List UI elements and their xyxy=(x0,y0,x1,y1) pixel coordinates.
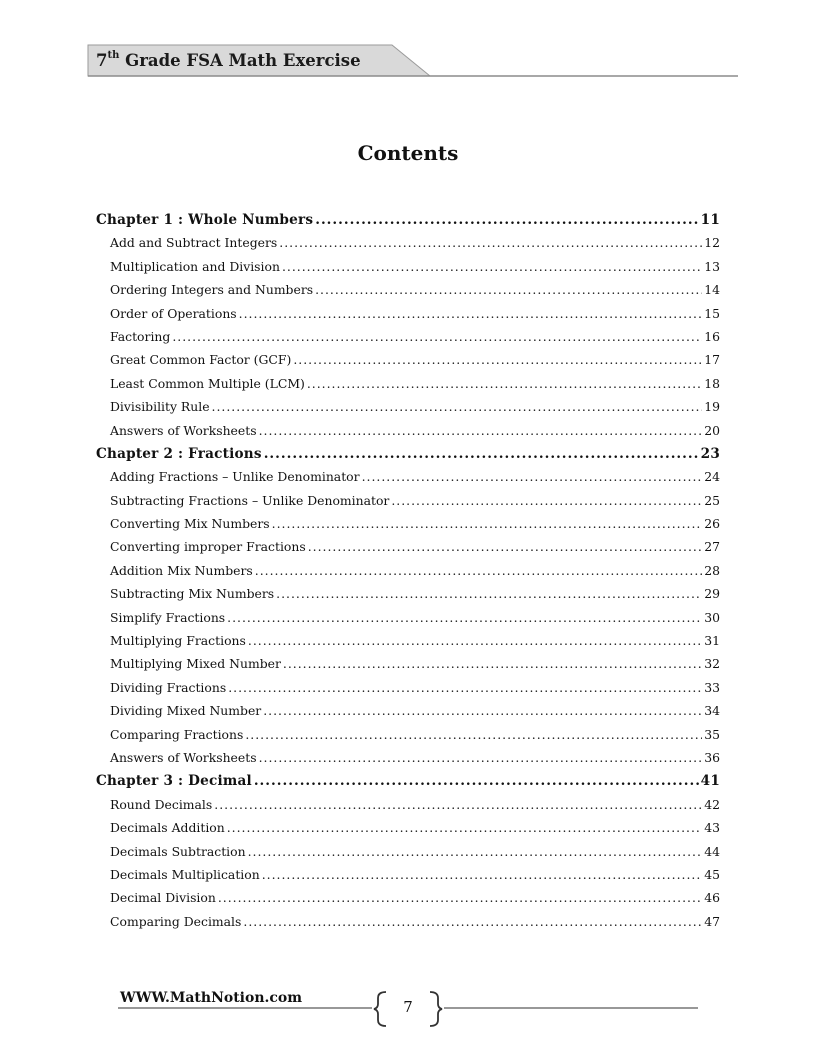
toc-entry-label: Chapter 3 : Decimal xyxy=(96,773,252,790)
toc-entry-label: Converting improper Fractions xyxy=(110,539,306,555)
toc-leader-dots xyxy=(259,423,703,438)
toc-section-entry[interactable] xyxy=(96,750,720,773)
toc-entry-page: 23 xyxy=(700,445,720,462)
toc-leader-dots xyxy=(214,797,702,812)
toc-entry-page: 28 xyxy=(704,562,720,578)
toc-section-entry[interactable] xyxy=(96,376,720,399)
toc-leader-dots xyxy=(212,399,703,414)
toc-section-entry[interactable] xyxy=(96,352,720,375)
toc-entry-label: Answers of Worksheets xyxy=(110,749,257,765)
toc-leader-dots xyxy=(254,773,699,789)
toc-section-entry[interactable] xyxy=(96,259,720,282)
toc-entry-page: 29 xyxy=(704,586,720,602)
toc-leader-dots xyxy=(276,586,702,601)
toc-section-entry[interactable] xyxy=(96,469,720,492)
toc-entry-label: Add and Subtract Integers xyxy=(110,235,278,251)
toc-entry-label: Chapter 1 : Whole Numbers xyxy=(96,212,314,228)
toc-section-entry[interactable] xyxy=(96,727,720,750)
footer-url[interactable]: WWW.MathNotion.com xyxy=(120,990,303,1006)
toc-entry-page: 15 xyxy=(704,305,720,321)
toc-entry-page: 14 xyxy=(704,282,720,298)
toc-section-entry[interactable] xyxy=(96,399,720,422)
toc-leader-dots xyxy=(259,750,703,765)
toc-entry-page: 27 xyxy=(704,539,720,555)
toc-entry-label: Addition Mix Numbers xyxy=(110,562,253,578)
toc-section-entry[interactable] xyxy=(96,680,720,703)
toc-section-entry[interactable] xyxy=(96,610,720,633)
toc-leader-dots xyxy=(264,446,699,462)
toc-entry-label: Comparing Decimals xyxy=(110,913,242,929)
toc-entry-label: Round Decimals xyxy=(110,796,213,812)
toc-entry-label: Simplify Fractions xyxy=(110,609,226,625)
toc-entry-page: 44 xyxy=(704,843,720,859)
toc-entry-label: Least Common Multiple (LCM) xyxy=(110,375,305,391)
toc-section-entry[interactable] xyxy=(96,563,720,586)
toc-entry-label: Dividing Mixed Number xyxy=(110,703,262,719)
toc-entry-page: 35 xyxy=(704,726,720,742)
toc-entry-label: Decimals Subtraction xyxy=(110,843,246,859)
toc-entry-label: Multiplication and Division xyxy=(110,258,280,274)
toc-entry-label: Order of Operations xyxy=(110,305,237,321)
toc-leader-dots xyxy=(172,329,702,344)
toc-section-entry[interactable] xyxy=(96,282,720,305)
toc-entry-page: 36 xyxy=(704,749,720,765)
toc-section-entry[interactable] xyxy=(96,306,720,329)
toc-entry-label: Comparing Fractions xyxy=(110,726,244,742)
toc-entry-label: Dividing Fractions xyxy=(110,679,227,695)
toc-entry-page: 43 xyxy=(704,820,720,836)
toc-section-entry[interactable] xyxy=(96,423,720,446)
toc-entry-page: 24 xyxy=(704,469,720,485)
toc-section-entry[interactable] xyxy=(96,797,720,820)
toc-entry-label: Ordering Integers and Numbers xyxy=(110,282,314,298)
toc-entry-page: 17 xyxy=(704,352,720,368)
header-title: 7th Grade FSA Math Exercise xyxy=(96,50,361,70)
toc-entry-label: Decimals Multiplication xyxy=(110,866,260,882)
toc-entry-label: Great Common Factor (GCF) xyxy=(110,352,292,368)
toc-leader-dots xyxy=(279,235,702,250)
toc-leader-dots xyxy=(227,820,702,835)
toc-leader-dots xyxy=(262,867,703,882)
toc-section-entry[interactable] xyxy=(96,539,720,562)
toc-entry-label: Answers of Worksheets xyxy=(110,422,257,438)
toc-entry-label: Adding Fractions – Unlike Denominator xyxy=(110,469,360,485)
toc-leader-dots xyxy=(283,656,702,671)
toc-chapter-entry[interactable] xyxy=(96,773,720,796)
toc-entry-page: 18 xyxy=(704,375,720,391)
toc-leader-dots xyxy=(245,727,702,742)
toc-entry-page: 46 xyxy=(704,890,720,906)
toc-leader-dots xyxy=(391,493,702,508)
toc-entry-page: 11 xyxy=(700,212,720,228)
header-tab-shape xyxy=(0,0,816,90)
toc-entry-page: 30 xyxy=(704,609,720,625)
toc-entry-page: 20 xyxy=(704,422,720,438)
toc-leader-dots xyxy=(255,563,702,578)
page-number: 7 xyxy=(403,998,413,1016)
toc-entry-page: 33 xyxy=(704,679,720,695)
toc-entry-label: Decimals Addition xyxy=(110,820,225,836)
toc-section-entry[interactable] xyxy=(96,235,720,258)
toc-leader-dots xyxy=(282,259,702,274)
toc-leader-dots xyxy=(248,844,703,859)
table-of-contents xyxy=(96,212,720,937)
toc-leader-dots xyxy=(307,376,702,391)
toc-section-entry[interactable] xyxy=(96,633,720,656)
toc-entry-label: Multiplying Mixed Number xyxy=(110,656,281,672)
toc-section-entry[interactable] xyxy=(96,329,720,352)
toc-leader-dots xyxy=(315,282,702,297)
toc-leader-dots xyxy=(263,703,702,718)
toc-leader-dots xyxy=(362,469,703,484)
toc-entry-label: Converting Mix Numbers xyxy=(110,516,270,532)
toc-entry-label: Divisibility Rule xyxy=(110,399,210,415)
toc-section-entry[interactable] xyxy=(96,867,720,890)
toc-leader-dots xyxy=(228,680,702,695)
toc-section-entry[interactable] xyxy=(96,493,720,516)
toc-leader-dots xyxy=(243,914,702,929)
toc-leader-dots xyxy=(239,306,703,321)
toc-entry-label: Subtracting Fractions – Unlike Denominator xyxy=(110,492,390,508)
toc-entry-page: 41 xyxy=(700,773,720,790)
toc-chapter-entry[interactable] xyxy=(96,212,720,235)
toc-chapter-entry[interactable] xyxy=(96,446,720,469)
toc-entry-page: 45 xyxy=(704,866,720,882)
toc-section-entry[interactable] xyxy=(96,844,720,867)
toc-section-entry[interactable] xyxy=(96,656,720,679)
toc-entry-label: Decimal Division xyxy=(110,890,216,906)
toc-leader-dots xyxy=(218,890,702,905)
toc-leader-dots xyxy=(227,610,702,625)
page-title: Contents xyxy=(357,141,459,165)
toc-entry-label: Chapter 2 : Fractions xyxy=(96,445,262,462)
toc-section-entry[interactable] xyxy=(96,586,720,609)
toc-entry-page: 12 xyxy=(704,235,720,251)
toc-leader-dots xyxy=(308,539,703,554)
toc-entry-page: 19 xyxy=(704,399,720,415)
toc-leader-dots xyxy=(272,516,703,531)
toc-entry-page: 26 xyxy=(704,516,720,532)
toc-leader-dots xyxy=(293,352,702,367)
toc-section-entry[interactable] xyxy=(96,820,720,843)
toc-entry-page: 16 xyxy=(704,328,720,344)
toc-section-entry[interactable] xyxy=(96,914,720,937)
toc-entry-page: 25 xyxy=(704,492,720,508)
toc-entry-label: Factoring xyxy=(110,328,171,344)
toc-section-entry[interactable] xyxy=(96,890,720,913)
toc-entry-page: 34 xyxy=(704,703,720,719)
toc-section-entry[interactable] xyxy=(96,703,720,726)
toc-leader-dots xyxy=(315,212,698,228)
toc-entry-label: Subtracting Mix Numbers xyxy=(110,586,275,602)
toc-leader-dots xyxy=(248,633,702,648)
toc-entry-page: 42 xyxy=(704,796,720,812)
toc-entry-page: 47 xyxy=(704,913,720,929)
toc-entry-page: 13 xyxy=(704,258,720,274)
toc-entry-page: 31 xyxy=(704,633,720,649)
toc-section-entry[interactable] xyxy=(96,516,720,539)
toc-entry-label: Multiplying Fractions xyxy=(110,633,246,649)
toc-entry-page: 32 xyxy=(704,656,720,672)
